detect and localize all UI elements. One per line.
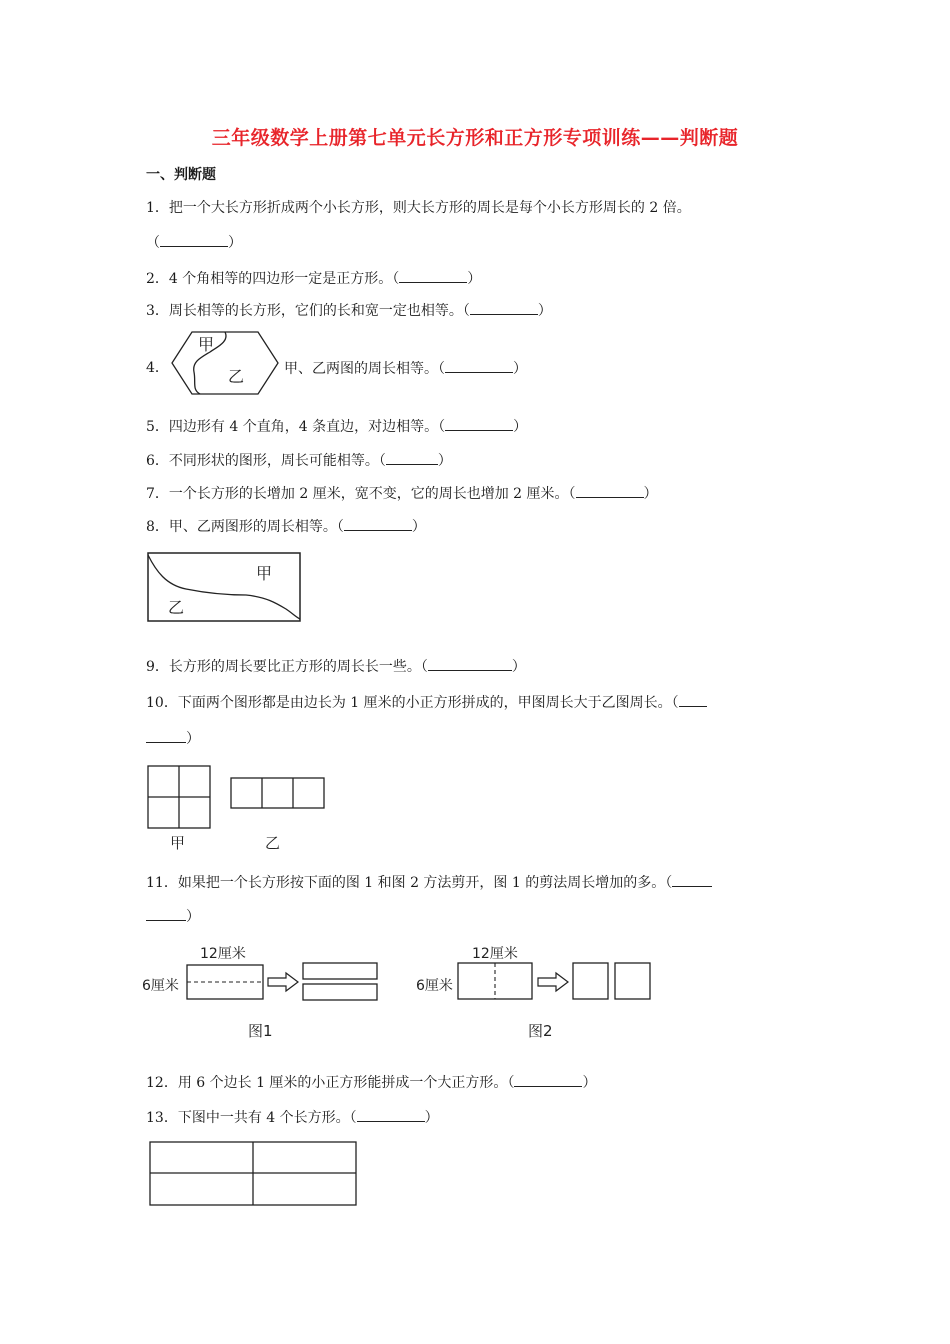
paren-open: （ <box>336 519 344 535</box>
question-1-text: 1．把一个大长方形折成两个小长方形，则大长方形的周长是每个小长方形周长的 2 倍。 <box>146 200 691 216</box>
question-9-text: 9．长方形的周长要比正方形的周长长一些。 <box>146 659 421 675</box>
split-label-jia: 甲 <box>256 564 273 583</box>
question-3 <box>146 300 552 321</box>
question-8 <box>146 516 426 537</box>
arrow-icon <box>538 973 568 991</box>
answer-blank-2[interactable] <box>399 268 467 283</box>
question-10-answer <box>146 728 200 749</box>
question-11-answer <box>146 906 200 927</box>
question-2-text: 2．4 个角相等的四边形一定是正方形。 <box>146 271 393 287</box>
question-5-text: 5．四边形有 4 个直角，4 条直边，对边相等。 <box>146 419 439 435</box>
question-4-number: 4． <box>146 360 169 376</box>
paren-open: （ <box>420 659 428 675</box>
fig2-length-label: 12厘米 <box>472 946 518 962</box>
paren-open: （ <box>462 303 470 319</box>
question-13-text: 13．下图中一共有 4 个长方形。 <box>146 1110 350 1126</box>
question-5 <box>146 416 527 437</box>
paren-open: （ <box>568 486 576 502</box>
answer-blank-1[interactable] <box>160 232 228 247</box>
arrow-icon <box>268 973 298 991</box>
question-7 <box>146 483 658 504</box>
answer-blank-11b[interactable] <box>146 906 186 921</box>
paren-close: ） <box>424 1110 439 1126</box>
answer-blank-12[interactable] <box>514 1072 582 1087</box>
fig2-caption: 图2 <box>528 1022 553 1040</box>
paren-close: ） <box>228 235 242 251</box>
paren-close: ） <box>513 361 527 377</box>
paren-close: ） <box>643 486 658 502</box>
question-6-text: 6．不同形状的图形，周长可能相等。 <box>146 453 379 469</box>
paren-close: ） <box>467 271 482 287</box>
paren-open: （ <box>507 1075 515 1091</box>
rectangle-split-figure <box>146 551 302 623</box>
question-1-answer <box>146 232 242 253</box>
answer-blank-5[interactable] <box>445 416 513 431</box>
paren-close: ） <box>513 419 528 435</box>
question-2 <box>146 268 481 289</box>
fig2-width-label: 6厘米 <box>416 978 453 994</box>
section-heading: 一、判断题 <box>146 167 216 183</box>
question-13 <box>146 1107 439 1128</box>
hexagon-label-jia: 甲 <box>198 335 215 354</box>
paren-close: ） <box>582 1075 597 1091</box>
question-11 <box>146 872 712 893</box>
question-4-text: 甲、乙两图的周长相等。 <box>284 361 438 377</box>
paren-close: ） <box>437 453 452 469</box>
paren-close: ） <box>186 731 200 747</box>
question-4 <box>284 358 527 379</box>
question-7-text: 7．一个长方形的长增加 2 厘米，宽不变，它的周长也增加 2 厘米。 <box>146 486 569 502</box>
answer-blank-9[interactable] <box>428 656 512 671</box>
answer-blank-8[interactable] <box>344 516 412 531</box>
paren-close: ） <box>186 909 200 925</box>
paren-open: （ <box>378 453 386 469</box>
paren-open: （ <box>671 695 679 711</box>
rectangle-grid-figure <box>148 1140 360 1208</box>
cutting-figures <box>140 938 660 1048</box>
answer-blank-13[interactable] <box>357 1107 425 1122</box>
question-6 <box>146 450 452 471</box>
paren-close: ） <box>411 519 426 535</box>
answer-blank-10a[interactable] <box>679 692 707 707</box>
paren-open: （ <box>665 875 673 891</box>
split-label-yi: 乙 <box>168 598 185 617</box>
squares-label-yi: 乙 <box>265 834 281 852</box>
paren-open: （ <box>438 419 446 435</box>
question-1 <box>146 198 691 218</box>
paren-open: （ <box>392 271 400 287</box>
question-10 <box>146 692 707 713</box>
squares-label-jia: 甲 <box>170 834 186 852</box>
question-11-text: 11．如果把一个长方形按下面的图 1 和图 2 方法剪开，图 1 的剪法周长增加的多。 <box>146 875 666 891</box>
fig1-caption: 图1 <box>248 1022 273 1040</box>
page-title: 三年级数学上册第七单元长方形和正方形专项训练——判断题 <box>211 127 739 149</box>
question-12 <box>146 1072 596 1093</box>
hexagon-label-yi: 乙 <box>228 367 245 386</box>
fig1-width-label: 6厘米 <box>142 978 179 994</box>
question-10-text: 10．下面两个图形都是由边长为 1 厘米的小正方形拼成的，甲图周长大于乙图周长。 <box>146 695 672 711</box>
paren-close: ） <box>511 659 526 675</box>
answer-blank-7[interactable] <box>576 483 644 498</box>
answer-blank-4[interactable] <box>445 358 513 373</box>
paren-open: （ <box>146 235 160 251</box>
answer-blank-11a[interactable] <box>672 872 712 887</box>
paren-open: （ <box>438 361 445 377</box>
question-8-text: 8．甲、乙两图形的周长相等。 <box>146 519 337 535</box>
question-9 <box>146 656 526 677</box>
squares-figure <box>146 764 332 854</box>
answer-blank-6[interactable] <box>386 450 438 465</box>
paren-close: ） <box>537 303 552 319</box>
paren-open: （ <box>349 1110 357 1126</box>
fig1-length-label: 12厘米 <box>200 946 246 962</box>
answer-blank-10b[interactable] <box>146 728 186 743</box>
hexagon-figure <box>170 330 280 396</box>
question-12-text: 12．用 6 个边长 1 厘米的小正方形能拼成一个大正方形。 <box>146 1075 508 1091</box>
question-3-text: 3．周长相等的长方形，它们的长和宽一定也相等。 <box>146 303 463 319</box>
answer-blank-3[interactable] <box>470 300 538 315</box>
